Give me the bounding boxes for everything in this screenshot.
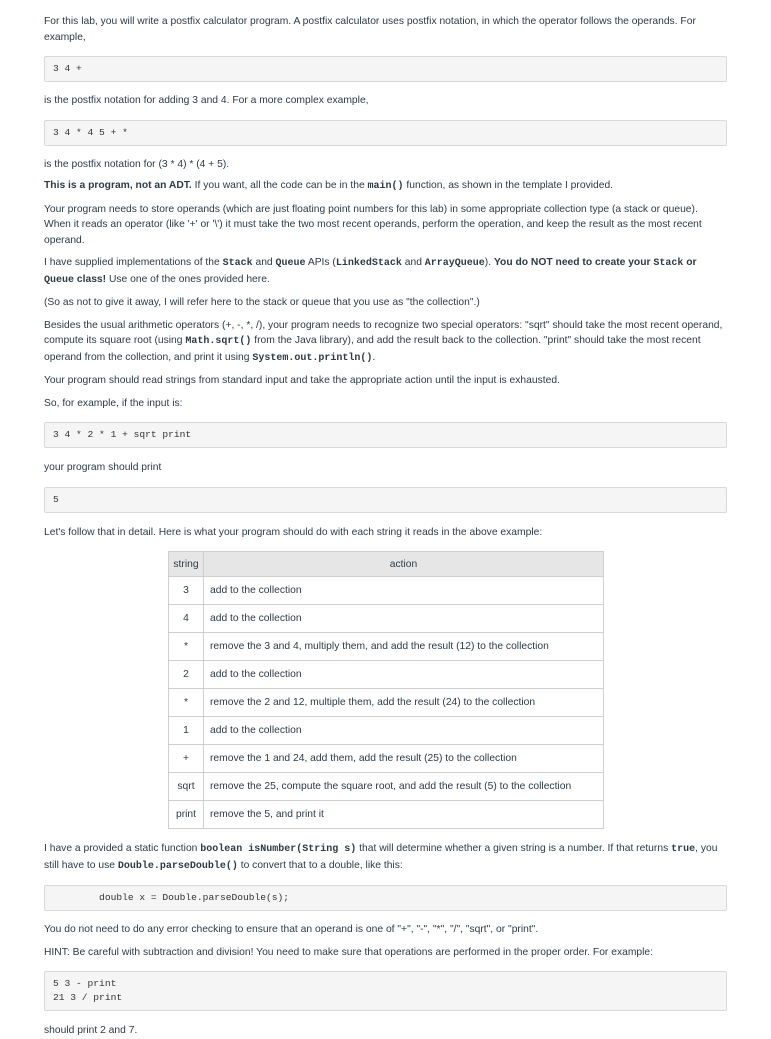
- row-action: add to the collection: [204, 577, 604, 605]
- hint-paragraph: HINT: Be careful with subtraction and division! You need to make sure that operations are performed in the proper order. For example:: [44, 946, 653, 958]
- header-action: action: [204, 552, 604, 577]
- program-not-adt-paragraph: This is a program, not an ADT. If you want, all the code can be in the main() function, as shown in the template I provided.: [44, 180, 614, 192]
- row-action: add to the collection: [204, 717, 604, 745]
- hint-result: should print 2 and 7.: [44, 1025, 138, 1036]
- code-example-parse: double x = Double.parseDouble(s);: [44, 885, 727, 911]
- row-string: 1: [169, 717, 204, 745]
- row-string: +: [169, 745, 204, 773]
- collection-paragraph: Your program needs to store operands (which are just floating point numbers for this lab) in some appropriate collection type (a stack or queue). When it reads an operator (like '+' or '\') it must take the two most recent operands, perform the operation, and keep the result as the most recent operand.: [44, 203, 702, 246]
- implementations-paragraph: I have supplied implementations of the Stack and Queue APIs (LinkedStack and ArrayQueue). You do NOT need to create your Stack or Queue class! Use one of the ones provided here.: [44, 257, 697, 286]
- no-error-checking-paragraph: You do not need to do any error checking to ensure that an operand is one of "+", "-", "*", "/", "sqrt", or "print".: [44, 924, 539, 935]
- row-action: remove the 25, compute the square root, and add the result (5) to the collection: [204, 773, 604, 801]
- row-string: *: [169, 689, 204, 717]
- action-table: [168, 551, 604, 829]
- row-string: print: [169, 801, 204, 829]
- special-operators-paragraph: Besides the usual arithmetic operators (+, -, *, /), your program needs to recognize two special operators: "sqrt" should take the most recent operand, compute its square root (using Math.sqrt() from the Java library), and add the result back to the collection. "print" should take the most recent operand from the collection, and print it using System.out.println().: [44, 319, 723, 364]
- intro-paragraph: For this lab, you will write a postfix calculator program. A postfix calculator uses postfix notation, in which the operator follows the operands. For example,: [44, 16, 696, 43]
- row-action: remove the 5, and print it: [204, 801, 604, 829]
- complex-example-caption: is the postfix notation for (3 * 4) * (4 + 5).: [44, 158, 230, 170]
- row-string: 4: [169, 605, 204, 633]
- simple-example-caption: is the postfix notation for adding 3 and 4. For a more complex example,: [44, 95, 369, 106]
- table-row: [169, 745, 604, 773]
- row-action: remove the 3 and 4, multiply them, and add the result (12) to the collection: [204, 633, 604, 661]
- table-row: [169, 633, 604, 661]
- table-row: [169, 661, 604, 689]
- table-row: [169, 605, 604, 633]
- code-example-simple: 3 4 +: [44, 56, 727, 82]
- input-paragraph: Your program should read strings from standard input and take the appropriate action until the input is exhausted.: [44, 375, 560, 386]
- example-intro: So, for example, if the input is:: [44, 397, 183, 409]
- output-intro: your program should print: [44, 462, 162, 473]
- table-header-row: [169, 552, 604, 577]
- code-example-hint: 5 3 - print 21 3 / print: [44, 971, 727, 1011]
- row-action: remove the 2 and 12, multiple them, add the result (24) to the collection: [204, 689, 604, 717]
- row-string: 3: [169, 577, 204, 605]
- table-row: [169, 689, 604, 717]
- row-string: sqrt: [169, 773, 204, 801]
- detail-intro: Let's follow that in detail. Here is what your program should do with each string it reads in the above example:: [44, 526, 543, 538]
- table-row: [169, 773, 604, 801]
- code-example-input: 3 4 * 2 * 1 + sqrt print: [44, 422, 727, 448]
- table-row: [169, 717, 604, 745]
- row-action: add to the collection: [204, 605, 604, 633]
- isnumber-paragraph: I have a provided a static function boolean isNumber(String s) that will determine whether a given string is a number. If that returns true, you still have to use Double.parseDouble() to convert that to a double, like this:: [44, 843, 718, 872]
- row-string: 2: [169, 661, 204, 689]
- collection-note: (So as not to give it away, I will refer here to the stack or queue that you use as "the collection".): [44, 297, 480, 308]
- code-example-output: 5: [44, 487, 727, 513]
- code-example-complex: 3 4 * 4 5 + *: [44, 120, 727, 146]
- row-action: add to the collection: [204, 661, 604, 689]
- row-string: *: [169, 633, 204, 661]
- table-row: [169, 801, 604, 829]
- table-row: [169, 577, 604, 605]
- header-string: string: [169, 552, 204, 577]
- row-action: remove the 1 and 24, add them, add the result (25) to the collection: [204, 745, 604, 773]
